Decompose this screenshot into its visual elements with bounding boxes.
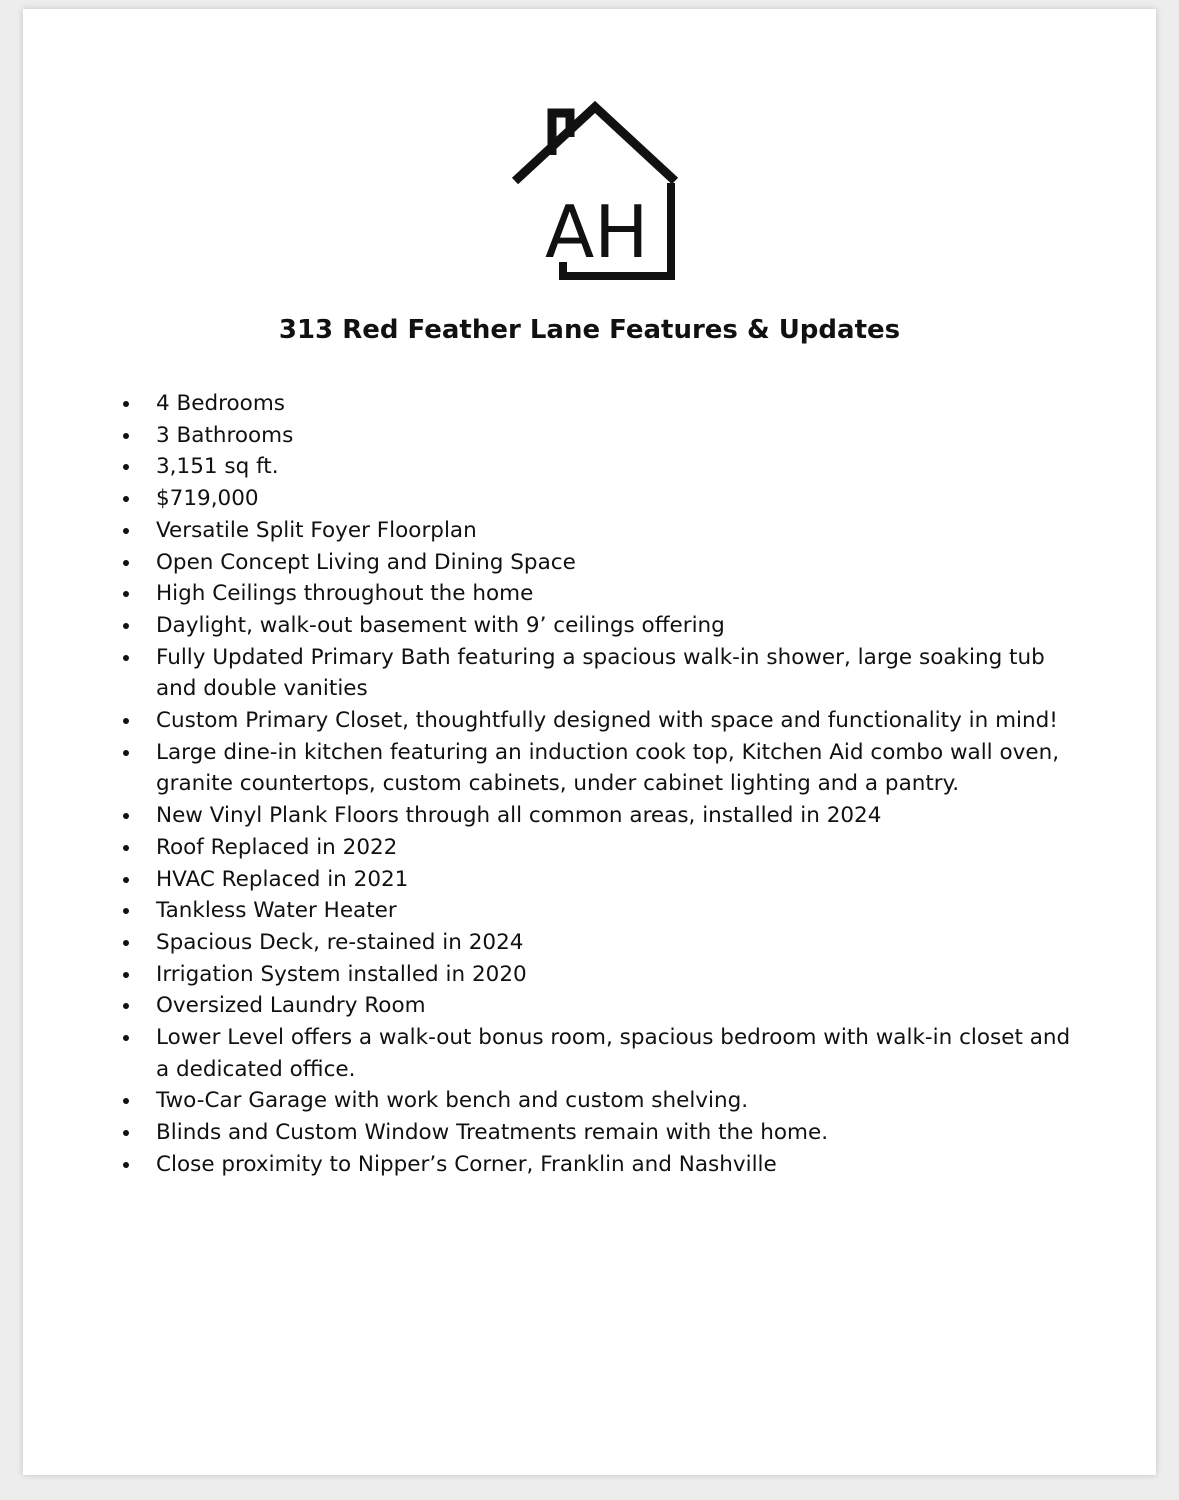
list-item — [120, 705, 1080, 737]
list-item-text: Fully Updated Primary Bath featuring a spacious walk-in shower, large soaking tub and double vanities — [156, 644, 1045, 702]
list-item-text: Lower Level offers a walk-out bonus room, spacious bedroom with walk-in closet and a dedicated office. — [156, 1025, 1071, 1082]
bullet-dot-icon — [123, 813, 129, 819]
list-item-text: Two-Car Garage with work bench and custom shelving. — [156, 1088, 749, 1114]
list-item — [120, 737, 1080, 800]
list-item — [120, 800, 1080, 832]
list-item — [120, 420, 1080, 452]
list-item-text: $719,000 — [156, 486, 259, 512]
list-item-text: Roof Replaced in 2022 — [156, 834, 398, 860]
list-item — [120, 1149, 1080, 1181]
list-item — [120, 388, 1080, 420]
house-logo-icon — [508, 93, 678, 283]
bullet-dot-icon — [123, 1162, 129, 1168]
page-title: 313 Red Feather Lane Features & Updates — [278, 315, 901, 345]
list-item — [120, 451, 1080, 483]
bullet-dot-icon — [123, 591, 129, 597]
list-item-text: Oversized Laundry Room — [156, 993, 426, 1019]
list-item-text: Blinds and Custom Window Treatments remain with the home. — [156, 1120, 829, 1146]
bullet-dot-icon — [123, 464, 129, 470]
bullet-dot-icon — [123, 750, 129, 756]
logo-letters: AH — [545, 190, 649, 274]
list-item-text: Tankless Water Heater — [156, 898, 397, 924]
bullet-dot-icon — [123, 560, 129, 566]
list-item — [120, 927, 1080, 959]
bullet-dot-icon — [123, 1003, 129, 1009]
list-item — [120, 547, 1080, 579]
bullet-dot-icon — [123, 401, 129, 407]
house-logo-graphic — [508, 93, 678, 283]
bullet-dot-icon — [123, 496, 129, 502]
list-item — [120, 642, 1080, 705]
bullet-dot-icon — [123, 623, 129, 629]
list-item — [120, 1085, 1080, 1117]
list-item-text: 3,151 sq ft. — [156, 454, 279, 480]
list-item-text: 3 Bathrooms — [156, 422, 294, 448]
list-item-text: Spacious Deck, re-stained in 2024 — [156, 929, 524, 955]
bullet-dot-icon — [123, 1035, 129, 1041]
bullet-dot-icon — [123, 1098, 129, 1104]
list-item-text: High Ceilings throughout the home — [156, 581, 534, 607]
bullet-dot-icon — [123, 1130, 129, 1136]
bullet-dot-icon — [123, 845, 129, 851]
bullet-dot-icon — [123, 972, 129, 978]
list-item-text: 4 Bedrooms — [156, 391, 285, 416]
bullet-dot-icon — [123, 940, 129, 946]
bullet-dot-icon — [123, 908, 129, 914]
document-page — [23, 9, 1156, 1475]
list-item — [120, 483, 1080, 515]
list-item — [120, 1117, 1080, 1149]
list-item-text: Daylight, walk-out basement with 9’ ceilings offering — [156, 612, 725, 638]
bullet-dot-icon — [123, 877, 129, 883]
list-item — [120, 578, 1080, 610]
list-item — [120, 864, 1080, 896]
bullet-dot-icon — [123, 655, 129, 661]
features-list — [120, 388, 1080, 1181]
list-item — [120, 515, 1080, 547]
list-item-text: Close proximity to Nipper’s Corner, Franklin and Nashville — [156, 1151, 777, 1177]
list-item-text: Versatile Split Foyer Floorplan — [156, 517, 477, 543]
list-item — [120, 990, 1080, 1022]
list-item-text: Large dine-in kitchen featuring an induction cook top, Kitchen Aid combo wall oven, granite countertops, custom cabinets, under cabinet lighting and a pantry. — [156, 739, 1060, 797]
list-item-text: HVAC Replaced in 2021 — [156, 866, 409, 892]
bullet-dot-icon — [123, 528, 129, 534]
list-item-text: Irrigation System installed in 2020 — [156, 961, 527, 987]
list-item — [120, 1022, 1080, 1085]
list-item-text: New Vinyl Plank Floors through all common areas, installed in 2024 — [156, 803, 882, 829]
bullet-dot-icon — [123, 433, 129, 439]
list-item — [120, 959, 1080, 991]
list-item-text: Open Concept Living and Dining Space — [156, 549, 576, 575]
list-item-text: Custom Primary Closet, thoughtfully designed with space and functionality in mind! — [156, 708, 1058, 734]
list-item — [120, 895, 1080, 927]
list-item — [120, 610, 1080, 642]
bullet-dot-icon — [123, 718, 129, 724]
list-item — [120, 832, 1080, 864]
